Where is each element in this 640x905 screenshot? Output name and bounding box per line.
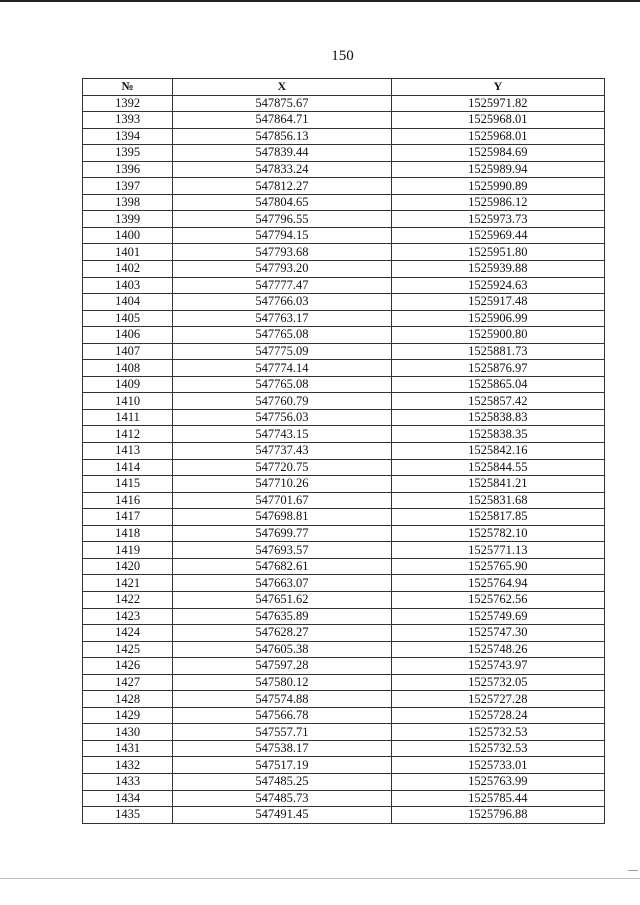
x-coordinate-cell: 547774.14 [173, 360, 391, 377]
x-coordinate-cell: 547491.45 [173, 807, 391, 824]
table-row [83, 641, 605, 658]
table-row [83, 492, 605, 509]
point-number-cell: 1415 [83, 476, 173, 493]
x-coordinate-cell: 547574.88 [173, 691, 391, 708]
y-coordinate-cell: 1525732.05 [391, 674, 604, 691]
x-coordinate-cell: 547864.71 [173, 112, 391, 129]
point-number-cell: 1395 [83, 145, 173, 162]
y-coordinate-cell: 1525973.73 [391, 211, 604, 228]
y-coordinate-cell: 1525842.16 [391, 443, 604, 460]
table-row [83, 790, 605, 807]
table-row [83, 244, 605, 261]
y-coordinate-cell: 1525841.21 [391, 476, 604, 493]
point-number-cell: 1402 [83, 261, 173, 278]
y-coordinate-cell: 1525728.24 [391, 707, 604, 724]
table-row [83, 161, 605, 178]
x-coordinate-cell: 547720.75 [173, 459, 391, 476]
y-coordinate-cell: 1525906.99 [391, 310, 604, 327]
x-coordinate-cell: 547628.27 [173, 625, 391, 642]
y-coordinate-cell: 1525986.12 [391, 194, 604, 211]
y-coordinate-cell: 1525900.80 [391, 327, 604, 344]
x-coordinate-cell: 547517.19 [173, 757, 391, 774]
table-row [83, 343, 605, 360]
x-coordinate-cell: 547775.09 [173, 343, 391, 360]
table-row [83, 112, 605, 129]
point-number-cell: 1426 [83, 658, 173, 675]
y-coordinate-cell: 1525748.26 [391, 641, 604, 658]
y-coordinate-cell: 1525831.68 [391, 492, 604, 509]
y-coordinate-cell: 1525764.94 [391, 575, 604, 592]
x-coordinate-cell: 547793.20 [173, 261, 391, 278]
y-coordinate-cell: 1525876.97 [391, 360, 604, 377]
point-number-cell: 1397 [83, 178, 173, 195]
y-coordinate-cell: 1525727.28 [391, 691, 604, 708]
table-row [83, 542, 605, 559]
x-coordinate-cell: 547485.73 [173, 790, 391, 807]
table-row [83, 591, 605, 608]
point-number-cell: 1400 [83, 227, 173, 244]
point-number-cell: 1414 [83, 459, 173, 476]
table-row [83, 294, 605, 311]
y-coordinate-cell: 1525924.63 [391, 277, 604, 294]
table-row [83, 376, 605, 393]
table-header-row [83, 79, 605, 96]
x-coordinate-cell: 547651.62 [173, 591, 391, 608]
point-number-cell: 1430 [83, 724, 173, 741]
point-number-cell: 1423 [83, 608, 173, 625]
table-row [83, 558, 605, 575]
x-coordinate-cell: 547605.38 [173, 641, 391, 658]
x-coordinate-cell: 547812.27 [173, 178, 391, 195]
y-coordinate-cell: 1525733.01 [391, 757, 604, 774]
scan-mark [628, 870, 638, 871]
x-coordinate-cell: 547566.78 [173, 707, 391, 724]
y-coordinate-cell: 1525749.69 [391, 608, 604, 625]
table-row [83, 409, 605, 426]
x-coordinate-cell: 547538.17 [173, 740, 391, 757]
column-header-y: Y [391, 79, 604, 96]
y-coordinate-cell: 1525917.48 [391, 294, 604, 311]
y-coordinate-cell: 1525939.88 [391, 261, 604, 278]
point-number-cell: 1416 [83, 492, 173, 509]
table-row [83, 575, 605, 592]
y-coordinate-cell: 1525817.85 [391, 509, 604, 526]
point-number-cell: 1394 [83, 128, 173, 145]
point-number-cell: 1411 [83, 409, 173, 426]
x-coordinate-cell: 547804.65 [173, 194, 391, 211]
point-number-cell: 1424 [83, 625, 173, 642]
point-number-cell: 1399 [83, 211, 173, 228]
y-coordinate-cell: 1525732.53 [391, 740, 604, 757]
table-row [83, 658, 605, 675]
point-number-cell: 1418 [83, 525, 173, 542]
x-coordinate-cell: 547663.07 [173, 575, 391, 592]
table-body [83, 95, 605, 823]
table-row [83, 707, 605, 724]
y-coordinate-cell: 1525968.01 [391, 112, 604, 129]
y-coordinate-cell: 1525951.80 [391, 244, 604, 261]
table-row [83, 277, 605, 294]
y-coordinate-cell: 1525782.10 [391, 525, 604, 542]
x-coordinate-cell: 547765.08 [173, 327, 391, 344]
table-row [83, 757, 605, 774]
table-row [83, 459, 605, 476]
y-coordinate-cell: 1525844.55 [391, 459, 604, 476]
x-coordinate-cell: 547701.67 [173, 492, 391, 509]
point-number-cell: 1428 [83, 691, 173, 708]
point-number-cell: 1406 [83, 327, 173, 344]
table-row [83, 724, 605, 741]
x-coordinate-cell: 547557.71 [173, 724, 391, 741]
page-number: 150 [331, 48, 354, 64]
x-coordinate-cell: 547699.77 [173, 525, 391, 542]
x-coordinate-cell: 547763.17 [173, 310, 391, 327]
x-coordinate-cell: 547839.44 [173, 145, 391, 162]
column-header-x: X [173, 79, 391, 96]
point-number-cell: 1393 [83, 112, 173, 129]
x-coordinate-cell: 547765.08 [173, 376, 391, 393]
table-row [83, 525, 605, 542]
x-coordinate-cell: 547777.47 [173, 277, 391, 294]
x-coordinate-cell: 547710.26 [173, 476, 391, 493]
point-number-cell: 1404 [83, 294, 173, 311]
table-row [83, 95, 605, 112]
x-coordinate-cell: 547698.81 [173, 509, 391, 526]
table-row [83, 608, 605, 625]
table-row [83, 327, 605, 344]
point-number-cell: 1419 [83, 542, 173, 559]
point-number-cell: 1401 [83, 244, 173, 261]
y-coordinate-cell: 1525796.88 [391, 807, 604, 824]
y-coordinate-cell: 1525785.44 [391, 790, 604, 807]
table-row [83, 128, 605, 145]
column-header-number: № [83, 79, 173, 96]
table-row [83, 393, 605, 410]
x-coordinate-cell: 547793.68 [173, 244, 391, 261]
y-coordinate-cell: 1525989.94 [391, 161, 604, 178]
y-coordinate-cell: 1525762.56 [391, 591, 604, 608]
x-coordinate-cell: 547766.03 [173, 294, 391, 311]
point-number-cell: 1405 [83, 310, 173, 327]
table-row [83, 178, 605, 195]
x-coordinate-cell: 547833.24 [173, 161, 391, 178]
x-coordinate-cell: 547580.12 [173, 674, 391, 691]
x-coordinate-cell: 547794.15 [173, 227, 391, 244]
table-row [83, 261, 605, 278]
bottom-scan-line [0, 878, 640, 879]
table-row [83, 145, 605, 162]
y-coordinate-cell: 1525732.53 [391, 724, 604, 741]
y-coordinate-cell: 1525881.73 [391, 343, 604, 360]
table-row [83, 443, 605, 460]
point-number-cell: 1396 [83, 161, 173, 178]
table-row [83, 476, 605, 493]
y-coordinate-cell: 1525865.04 [391, 376, 604, 393]
table-row [83, 773, 605, 790]
top-border-line [0, 0, 640, 2]
y-coordinate-cell: 1525763.99 [391, 773, 604, 790]
y-coordinate-cell: 1525765.90 [391, 558, 604, 575]
coordinates-table [82, 78, 605, 824]
point-number-cell: 1421 [83, 575, 173, 592]
table-row [83, 194, 605, 211]
table-row [83, 807, 605, 824]
y-coordinate-cell: 1525969.44 [391, 227, 604, 244]
table-row [83, 211, 605, 228]
point-number-cell: 1408 [83, 360, 173, 377]
point-number-cell: 1420 [83, 558, 173, 575]
table-row [83, 360, 605, 377]
point-number-cell: 1417 [83, 509, 173, 526]
y-coordinate-cell: 1525771.13 [391, 542, 604, 559]
point-number-cell: 1431 [83, 740, 173, 757]
point-number-cell: 1422 [83, 591, 173, 608]
point-number-cell: 1435 [83, 807, 173, 824]
x-coordinate-cell: 547796.55 [173, 211, 391, 228]
point-number-cell: 1432 [83, 757, 173, 774]
y-coordinate-cell: 1525857.42 [391, 393, 604, 410]
point-number-cell: 1425 [83, 641, 173, 658]
point-number-cell: 1434 [83, 790, 173, 807]
x-coordinate-cell: 547635.89 [173, 608, 391, 625]
point-number-cell: 1427 [83, 674, 173, 691]
table-row [83, 509, 605, 526]
point-number-cell: 1403 [83, 277, 173, 294]
table-row [83, 691, 605, 708]
y-coordinate-cell: 1525747.30 [391, 625, 604, 642]
table-row [83, 740, 605, 757]
y-coordinate-cell: 1525838.83 [391, 409, 604, 426]
x-coordinate-cell: 547760.79 [173, 393, 391, 410]
point-number-cell: 1407 [83, 343, 173, 360]
x-coordinate-cell: 547875.67 [173, 95, 391, 112]
point-number-cell: 1412 [83, 426, 173, 443]
point-number-cell: 1413 [83, 443, 173, 460]
x-coordinate-cell: 547743.15 [173, 426, 391, 443]
x-coordinate-cell: 547597.28 [173, 658, 391, 675]
table-row [83, 227, 605, 244]
point-number-cell: 1398 [83, 194, 173, 211]
table-row [83, 625, 605, 642]
x-coordinate-cell: 547485.25 [173, 773, 391, 790]
x-coordinate-cell: 547693.57 [173, 542, 391, 559]
table-row [83, 426, 605, 443]
y-coordinate-cell: 1525984.69 [391, 145, 604, 162]
x-coordinate-cell: 547682.61 [173, 558, 391, 575]
y-coordinate-cell: 1525968.01 [391, 128, 604, 145]
x-coordinate-cell: 547737.43 [173, 443, 391, 460]
x-coordinate-cell: 547856.13 [173, 128, 391, 145]
table-row [83, 674, 605, 691]
point-number-cell: 1410 [83, 393, 173, 410]
point-number-cell: 1409 [83, 376, 173, 393]
y-coordinate-cell: 1525743.97 [391, 658, 604, 675]
table-row [83, 310, 605, 327]
x-coordinate-cell: 547756.03 [173, 409, 391, 426]
point-number-cell: 1392 [83, 95, 173, 112]
y-coordinate-cell: 1525971.82 [391, 95, 604, 112]
y-coordinate-cell: 1525838.35 [391, 426, 604, 443]
point-number-cell: 1433 [83, 773, 173, 790]
y-coordinate-cell: 1525990.89 [391, 178, 604, 195]
point-number-cell: 1429 [83, 707, 173, 724]
